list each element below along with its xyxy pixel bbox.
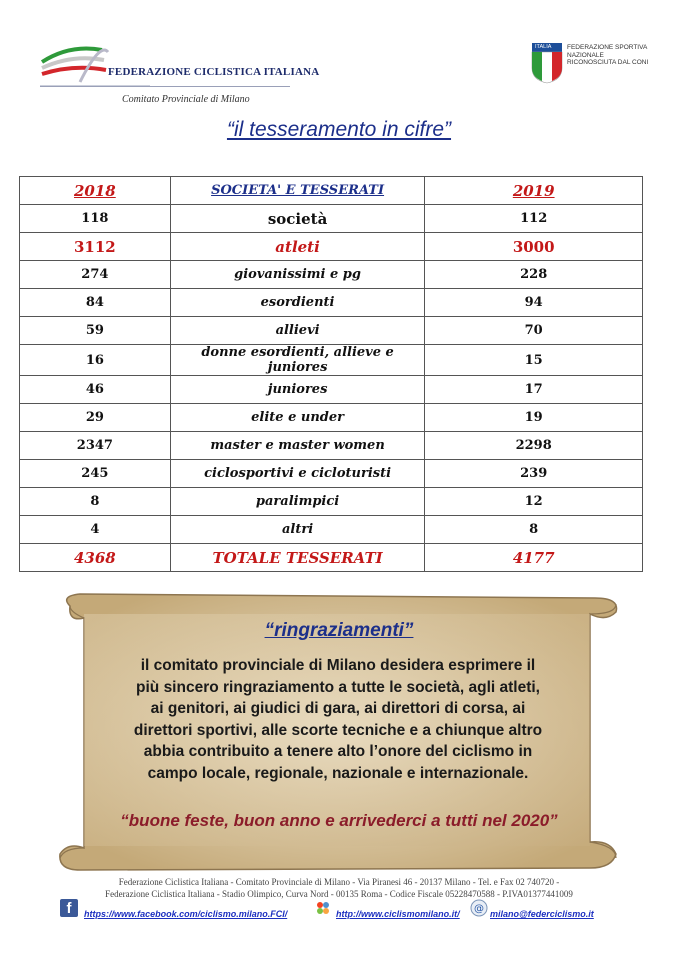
value-2018: 245 <box>20 460 171 488</box>
value-2019: 8 <box>425 516 643 544</box>
header-category: SOCIETA' E TESSERATI <box>170 177 425 205</box>
category-label: atleti <box>170 233 425 261</box>
category-label: esordienti <box>170 289 425 317</box>
header-2019: 2019 <box>425 177 643 205</box>
thanks-line: ai genitori, ai giudici di gara, ai direttori di corsa, ai <box>150 700 526 717</box>
total-2018: 4368 <box>20 544 171 572</box>
fci-logo <box>40 42 320 90</box>
category-label: paralimpici <box>170 488 425 516</box>
value-2019: 94 <box>425 289 643 317</box>
category-label: donne esordienti, allieve e juniores <box>170 345 425 376</box>
header-divider <box>40 86 290 87</box>
category-label: ciclosportivi e cicloturisti <box>170 460 425 488</box>
table-row <box>20 289 643 317</box>
footer-address-roma: Federazione Ciclistica Italiana - Stadio Olimpico, Curva Nord - 00135 Roma - Codice Fiscale 05228470588 - P.IVA01377441009 <box>105 889 573 899</box>
svg-text:@: @ <box>474 903 484 915</box>
total-2019: 4177 <box>425 544 643 572</box>
value-2018: 274 <box>20 261 171 289</box>
email-link[interactable]: milano@federciclismo.it <box>490 909 594 919</box>
coni-logo <box>531 42 651 86</box>
value-2019: 228 <box>425 261 643 289</box>
federation-name: FEDERAZIONE CICLISTICA ITALIANA <box>108 66 320 78</box>
value-2019: 239 <box>425 460 643 488</box>
facebook-icon[interactable]: f <box>60 899 78 917</box>
thanks-line: direttori sportivi, alle scorte tecniche e a chiunque altro <box>133 721 543 739</box>
thanks-line: abbia contribuito a tenere alto l’onore del ciclismo in <box>143 743 533 760</box>
table-header-row <box>20 177 643 205</box>
category-label: società <box>170 205 425 233</box>
value-2018: 29 <box>20 404 171 432</box>
table-row <box>20 233 643 261</box>
committee-name: Comitato Provinciale di Milano <box>122 94 250 105</box>
value-2018: 46 <box>20 376 171 404</box>
joomla-icon[interactable] <box>315 900 331 916</box>
table-row <box>20 205 643 233</box>
thanks-body <box>92 655 584 784</box>
table-row <box>20 376 643 404</box>
thanks-line: più sincero ringraziamento a tutte le società, agli atleti, <box>136 678 540 696</box>
value-2019: 2298 <box>425 432 643 460</box>
category-label: elite e under <box>170 404 425 432</box>
value-2018: 118 <box>20 205 171 233</box>
header-2018: 2018 <box>20 177 171 205</box>
table-row <box>20 261 643 289</box>
thanks-line: il comitato provinciale di Milano desidera esprimere il <box>140 657 536 674</box>
value-2019: 19 <box>425 404 643 432</box>
footer-address-milano: Federazione Ciclistica Italiana - Comitato Provinciale di Milano - Via Piranesi 46 - 20137 Milano - Tel. e Fax 02 740720 - <box>118 877 560 887</box>
thanks-title: “ringraziamenti” <box>264 620 414 641</box>
membership-table <box>19 176 643 572</box>
website-link[interactable]: http://www.ciclismomilano.it/ <box>336 909 460 919</box>
table-total-row <box>20 544 643 572</box>
value-2018: 84 <box>20 289 171 317</box>
value-2019: 12 <box>425 488 643 516</box>
thanks-line: campo locale, regionale, nazionale e internazionale. <box>147 764 529 782</box>
holiday-wishes: “buone feste, buon anno e arrivederci a tutti nel 2020” <box>120 811 558 830</box>
table-row <box>20 404 643 432</box>
value-2019: 17 <box>425 376 643 404</box>
coni-text: FEDERAZIONE SPORTIVA NAZIONALE RICONOSCIUTA DAL CONI <box>567 44 649 66</box>
coni-label: ITALIA <box>535 44 552 50</box>
value-2018: 8 <box>20 488 171 516</box>
value-2018: 2347 <box>20 432 171 460</box>
table-row <box>20 516 643 544</box>
table-row <box>20 460 643 488</box>
total-label: TOTALE TESSERATI <box>170 544 425 572</box>
category-label: master e master women <box>170 432 425 460</box>
category-label: allievi <box>170 317 425 345</box>
table-row <box>20 345 643 376</box>
table-row <box>20 317 643 345</box>
value-2019: 112 <box>425 205 643 233</box>
table-row <box>20 432 643 460</box>
value-2019: 15 <box>425 345 643 376</box>
value-2019: 70 <box>425 317 643 345</box>
category-label: juniores <box>170 376 425 404</box>
email-icon[interactable] <box>470 899 488 917</box>
value-2019: 3000 <box>425 233 643 261</box>
value-2018: 3112 <box>20 233 171 261</box>
page-title: “il tesseramento in cifre” <box>226 118 452 141</box>
value-2018: 59 <box>20 317 171 345</box>
value-2018: 4 <box>20 516 171 544</box>
table-row <box>20 488 643 516</box>
category-label: altri <box>170 516 425 544</box>
facebook-link[interactable]: https://www.facebook.com/ciclismo.milano.FCI/ <box>84 909 288 919</box>
category-label: giovanissimi e pg <box>170 261 425 289</box>
value-2018: 16 <box>20 345 171 376</box>
